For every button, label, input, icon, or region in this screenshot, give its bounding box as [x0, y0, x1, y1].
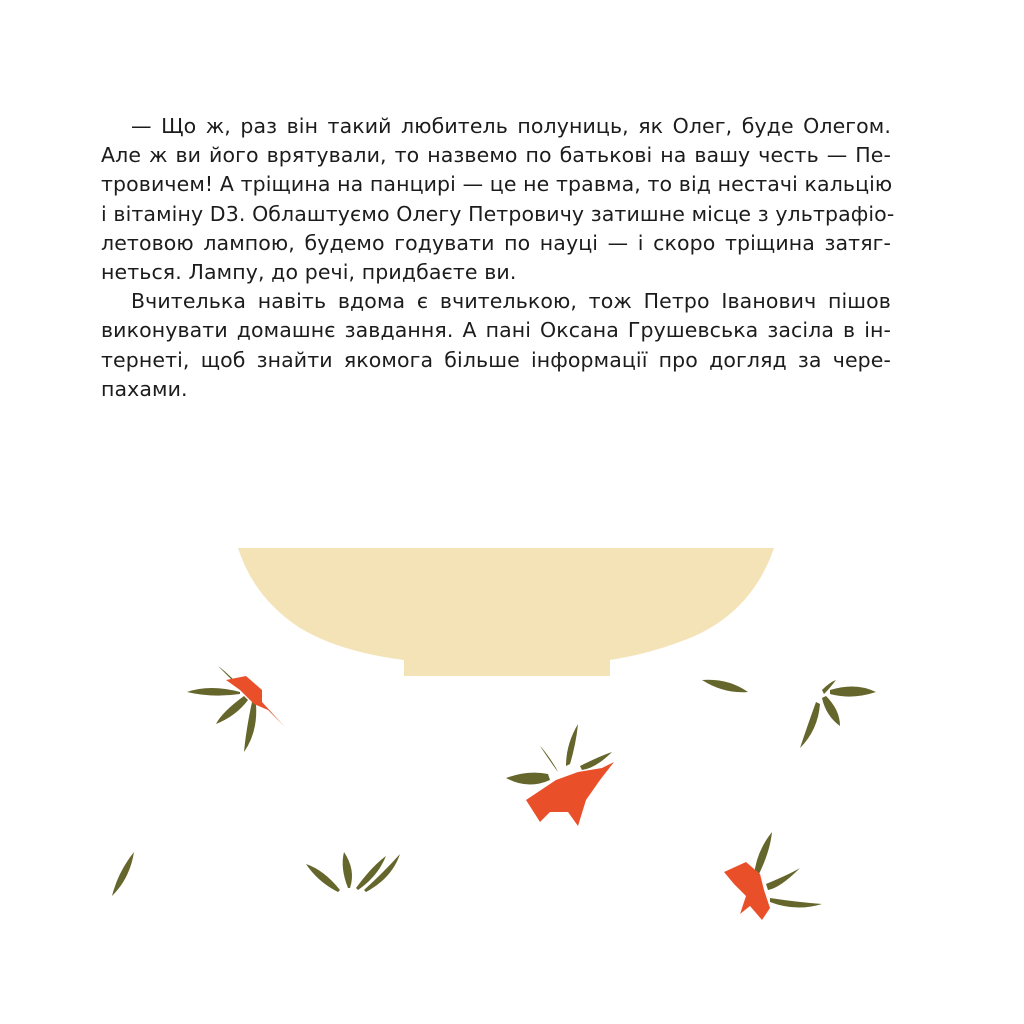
text-line: Вчителька навіть вдома є вчителькою, тож Петро Іванович пішов: [131, 289, 891, 314]
strawberry-top-icon: [187, 666, 284, 752]
strawberry-top-icon: [506, 724, 614, 826]
leaf-sprig-icon: [800, 680, 876, 748]
text-line: — Що ж, раз він такий любитель полуниць, як Олег, буде Олегом.: [131, 114, 891, 138]
leaf-sprig-icon: [112, 852, 134, 896]
text-line: і вітаміну D3. Облаштуємо Олегу Петровичу затишне місце з ультрафіо-: [101, 201, 895, 226]
text-line: тровичем! А тріщина на панцирі — це не травма, то від нестачі кальцію: [101, 172, 893, 197]
leaf-sprig-icon: [306, 852, 400, 892]
text-line: виконувати домашнє завдання. А пані Оксана Грушевська засіла в ін-: [101, 318, 891, 343]
text-line: Але ж ви його врятували, то назвемо по батькові на вашу честь — Пе-: [101, 143, 891, 168]
leaf-sprig-icon: [702, 680, 748, 693]
text-line: тернеті, щоб знайти якомога більше інформації про догляд за чере-: [101, 347, 891, 372]
bowl-icon: [238, 548, 774, 676]
text-line: неться. Лампу, до речі, придбаєте ви.: [101, 260, 517, 285]
strawberry-top-icon: [724, 832, 822, 920]
text-line: летовою лампою, будемо годувати по науці — і скоро тріщина затяг-: [101, 230, 891, 255]
text-line: пахами.: [101, 376, 188, 401]
